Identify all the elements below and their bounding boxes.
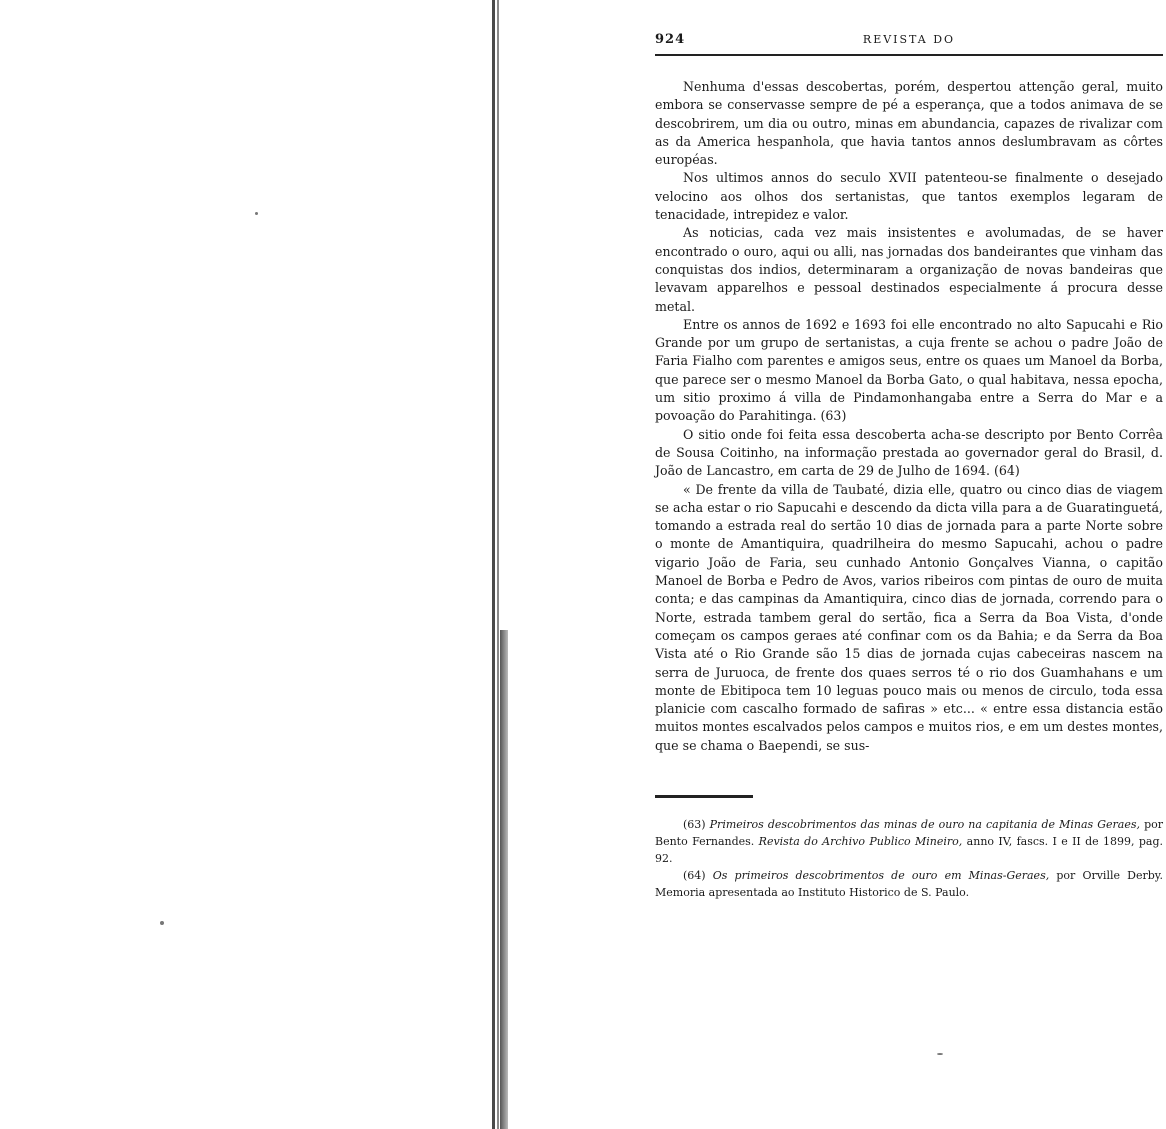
footnote-text: por Bento Fernandes. bbox=[655, 817, 1163, 848]
book-page bbox=[655, 30, 1163, 901]
footnotes bbox=[655, 816, 1163, 901]
footnote-source: Revista do Archivo Publico Mineiro, bbox=[758, 834, 963, 848]
footnote-text: por Orville Derby. Memoria apresentada ao Instituto Historico de S. Paulo. bbox=[655, 868, 1164, 899]
body-text bbox=[655, 78, 1163, 755]
scan-speck bbox=[160, 921, 164, 925]
paragraph: Entre os annos de 1692 e 1693 foi elle encontrado no alto Sapucahi e Rio Grande por um grupo de sertanistas, a cuja frente se achou o padre João de Faria Fialho com parentes e amigos seus, entre os quaes um Manoel da Borba, que parece ser o mesmo Manoel da Borba Gato, o qual habitava, nessa epocha, um sitio proximo á villa de Pindamonhangaba entre a Serra do Mar e a povoação do Parahitinga. (63) bbox=[655, 316, 1163, 424]
footnote bbox=[655, 867, 1163, 901]
scan-speck bbox=[255, 212, 258, 215]
paragraph: Nenhuma d'essas descobertas, porém, despertou attenção geral, muito embora se conservasse sempre de pé a esperança, que a todos animava de se descobrirem, um dia ou outro, minas em abundancia, capazes de rivalizar com as da America hespanhola, que havia tantos annos deslumbravam as côrtes européas. bbox=[655, 79, 1163, 168]
book-gutter bbox=[488, 0, 510, 1129]
footnote-text: anno IV, fascs. I e II de 1899, pag. 92. bbox=[655, 834, 1164, 865]
paragraph: « De frente da villa de Taubaté, dizia elle, quatro ou cinco dias de viagem se acha estar o rio Sapucahi e descendo da dicta villa para a de Guaratinguetá, tomando a estrada real do sertão 10 dias de jornada para a parte Norte sobre o monte de Amantiquira, quadrilheira do mesmo Sapucahi, achou o padre vigario João de Faria, seu cunhado Antonio Gonçalves Vianna, o capitão Manoel de Borba e Pedro de Avos, varios ribeiros com pintas de ouro de muita conta; e das campinas da Amantiquira, cinco dias de jornada, correndo para o Norte, estrada tambem geral do sertão, fica a Serra da Boa Vista, d'onde começam os campos geraes até confinar com os da Bahia; e da Serra da Boa Vista até o Rio Grande são 15 dias de jornada cujas cabeceiras nascem na serra de Juruoca, de frente dos quaes serros té o rio dos Guamhahans e um monte de Ebitipoca tem 10 leguas pouco mais ou menos de circulo, toda essa planicie com cascalho formado de safiras » etc... « entre essa distancia estão muitos montes escalvados pelos campos e muitos rios, e em um destes montes, que se chama o Baependi, se sus- bbox=[655, 481, 1163, 753]
footnote-marker: (64) bbox=[683, 868, 706, 882]
page-number: 924 bbox=[655, 32, 686, 47]
footnote-title: Primeiros descobrimentos das minas de ouro na capitania de Minas Geraes, bbox=[709, 817, 1140, 831]
paragraph: As noticias, cada vez mais insistentes e avolumadas, de se haver encontrado o ouro, aqui ou alli, nas jornadas dos bandeirantes que vinham das conquistas dos indios, determinaram a organização de novas bandeiras que levavam apparelhos e pessoal destinados especialmente á procura desse metal. bbox=[655, 225, 1163, 314]
paragraph: O sitio onde foi feita essa descoberta acha-se descripto por Bento Corrêa de Sousa Coitinho, na informação prestada ao governador geral do Brasil, d. João de Lancastro, em carta de 29 de Julho de 1694. (64) bbox=[655, 426, 1163, 479]
footnote bbox=[655, 816, 1163, 867]
scan-speck bbox=[937, 1053, 943, 1055]
footnote-title: Os primeiros descobrimentos de ouro em Minas-Geraes, bbox=[712, 868, 1050, 882]
running-title: REVISTA DO bbox=[862, 33, 956, 46]
footnote-marker: (63) bbox=[683, 817, 706, 831]
paragraph: Nos ultimos annos do seculo XVII patenteou-se finalmente o desejado velocino aos olhos dos sertanistas, que tantos exemplos legaram de tenacidade, intrepidez e valor. bbox=[655, 170, 1163, 223]
running-head bbox=[655, 30, 1163, 56]
footnote-rule bbox=[655, 795, 753, 798]
